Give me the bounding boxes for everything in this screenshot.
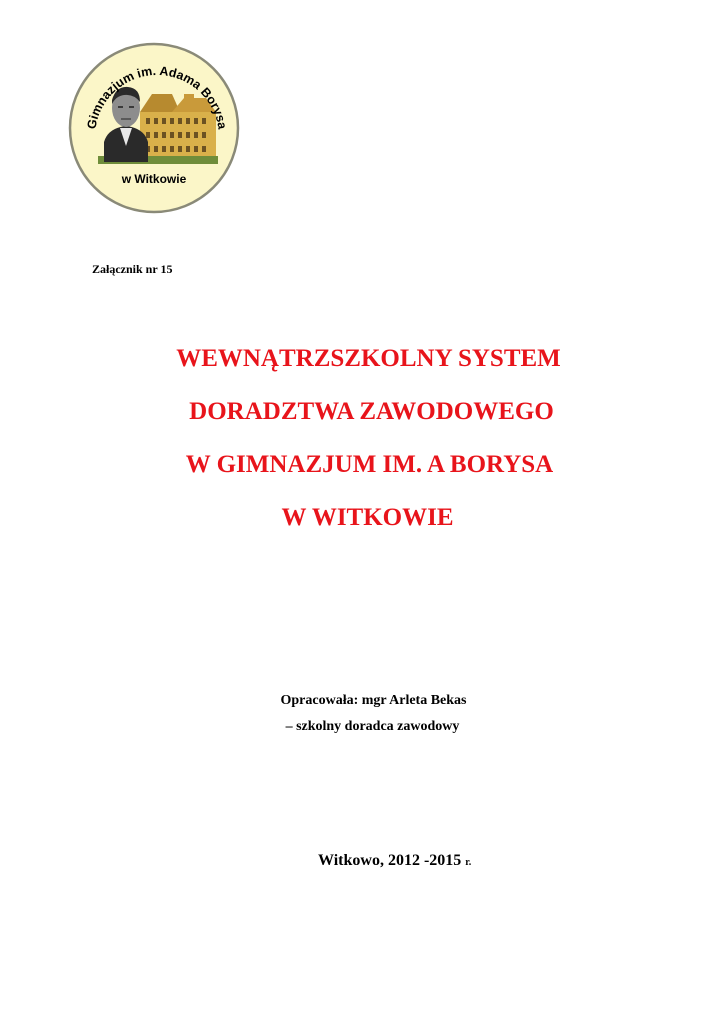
place-and-date	[318, 852, 471, 870]
author-block	[0, 688, 725, 740]
title-line-2: DORADZTWA ZAWODOWEGO	[189, 398, 554, 425]
document-title	[0, 332, 725, 544]
author-line: Opracowała: mgr Arleta Bekas	[280, 693, 467, 708]
school-logo	[68, 42, 240, 214]
year-suffix: r.	[465, 857, 472, 868]
annex-label: Załącznik nr 15	[92, 262, 173, 276]
school-emblem-icon	[68, 42, 240, 214]
title-line-3: W GIMNAZJUM IM. A BORYSA	[185, 451, 554, 478]
title-line-4: W WITKOWIE	[281, 504, 454, 531]
logo-bottom-text: w Witkowie	[121, 172, 187, 186]
author-role: – szkolny doradca zawodowy	[285, 719, 460, 734]
title-line-1: WEWNĄTRZSZKOLNY SYSTEM	[176, 345, 561, 372]
logo-arc-text: Gimnazjum im. Adama Borysa	[84, 63, 230, 131]
place-date-text: Witkowo, 2012 -2015	[318, 852, 462, 869]
